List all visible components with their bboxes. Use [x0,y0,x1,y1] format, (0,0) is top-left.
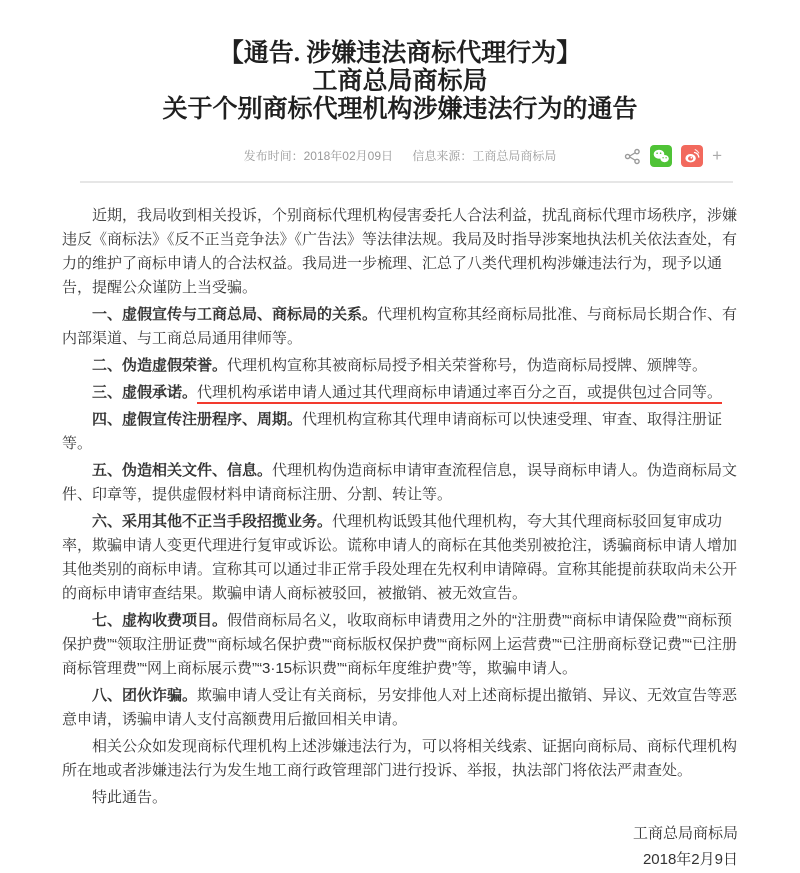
item-8-heading: 八、团伙诈骗。 [92,687,198,704]
item-3-heading: 三、虚假承诺。 [92,384,198,401]
signature-org: 工商总局商标局 [632,825,738,842]
underlined-claim-text: 代理机构承诺申请人通过其代理商标申请通过率百分之百，或提供包过合同等。 [197,384,722,404]
hereby-notice-paragraph [62,786,738,810]
title-line-3: 关于个别商标代理机构涉嫌违法行为的通告 [162,96,638,123]
wechat-icon[interactable] [650,145,672,167]
signature-block [62,821,738,873]
signature-date: 2018年2月9日 [642,851,738,868]
item-5-heading: 五、伪造相关文件、信息。 [92,462,273,479]
share-bar [624,145,722,167]
title-line-1: 【通告. 涉嫌违法商标代理行为】 [218,40,582,67]
item-6-heading: 六、采用其他不正当手段招揽业务。 [92,513,333,530]
item-3-paragraph [62,381,738,405]
paragraph-text: 相关公众如发现商标代理机构上述涉嫌违法行为，可以将相关线索、证据向商标局、商标代理机构所在地或者涉嫌违法行为发生地工商行政管理部门进行投诉、举报，执法部门将依法严肃查处。 [62,738,738,779]
more-share-icon[interactable]: + [712,146,722,165]
title-line-2: 工商总局商标局 [312,68,488,95]
item-2-paragraph [62,354,738,378]
closing-paragraph [62,735,738,783]
paragraph-text: 欺骗申请人受让有关商标，另安排他人对上述商标提出撤销、异议、无效宣告等恶意申请，诱骗申请人支付高额费用后撤回相关申请。 [62,687,738,728]
item-7-paragraph [62,609,738,681]
item-8-paragraph [62,684,738,732]
item-4-heading: 四、虚假宣传注册程序、周期。 [92,411,303,428]
meta-row [62,144,738,168]
info-source: 信息来源：工商总局商标局 [412,149,557,163]
paragraph-text: 假借商标局名义，收取商标申请费用之外的“注册费”“商标申请保险费”“商标预保护费”“领取注册证费”“商标域名保护费”“商标版权保护费”“商标网上运营费”“已注册商标登记费”“已注册商标管理费”“网上商标展示费”“3·15标识费”“商标年度维护费”等，欺骗申请人。 [62,612,737,677]
publish-date: 发布时间：2018年02月09日 [243,149,394,163]
item-2-heading: 二、伪造虚假荣誉。 [92,357,228,374]
paragraph-text: 特此通告。 [92,789,168,806]
paragraph-text: 代理机构宣称其代理申请商标可以快速受理、审查、取得注册证等。 [62,411,723,452]
paragraph-text: 代理机构宣称其经商标局批准、与商标局长期合作、有内部渠道、与工商总局通用律师等。 [62,306,738,347]
notice-article [62,0,738,873]
divider [80,181,733,183]
item-1-heading: 一、虚假宣传与工商总局、商标局的关系。 [92,306,378,323]
intro-paragraph [62,204,738,300]
item-4-paragraph [62,408,738,456]
paragraph-text: 近期，我局收到相关投诉，个别商标代理机构侵害委托人合法利益，扰乱商标代理市场秩序，涉嫌违反《商标法》《反不正当竞争法》《广告法》等法律法规。我局及时指导涉案地执法机关依法查处，有力的维护了商标申请人的合法权益。我局进一步梳理、汇总了八类代理机构涉嫌违法行为，现予以通告，提醒公众谨防上当受骗。 [62,207,738,296]
paragraph-text: 代理机构宣称其被商标局授予相关荣誉称号，伪造商标局授牌、颁牌等。 [227,357,708,374]
share-icon[interactable] [624,148,641,165]
item-5-paragraph [62,459,738,507]
item-6-paragraph [62,510,738,606]
paragraph-text: 代理机构伪造商标申请审查流程信息，误导商标申请人。伪造商标局文件、印章等，提供虚假材料申请商标注册、分割、转让等。 [62,462,738,503]
weibo-icon[interactable] [681,145,703,167]
page-title [62,0,738,124]
paragraph-text: 代理机构诋毁其他代理机构，夸大其代理商标驳回复审成功率，欺骗申请人变更代理进行复审或诉讼。谎称申请人的商标在其他类别被抢注，诱骗商标申请人增加其他类别的商标申请。宣称其可以通过非正常手段处理在先权利申请障碍。宣称其能提前获取尚未公开的商标申请审查结果。欺骗申请人商标被驳回，被撤销、被无效宣告。 [62,513,738,602]
notice-body [62,204,738,873]
item-1-paragraph [62,303,738,351]
item-7-heading: 七、虚构收费项目。 [92,612,228,629]
